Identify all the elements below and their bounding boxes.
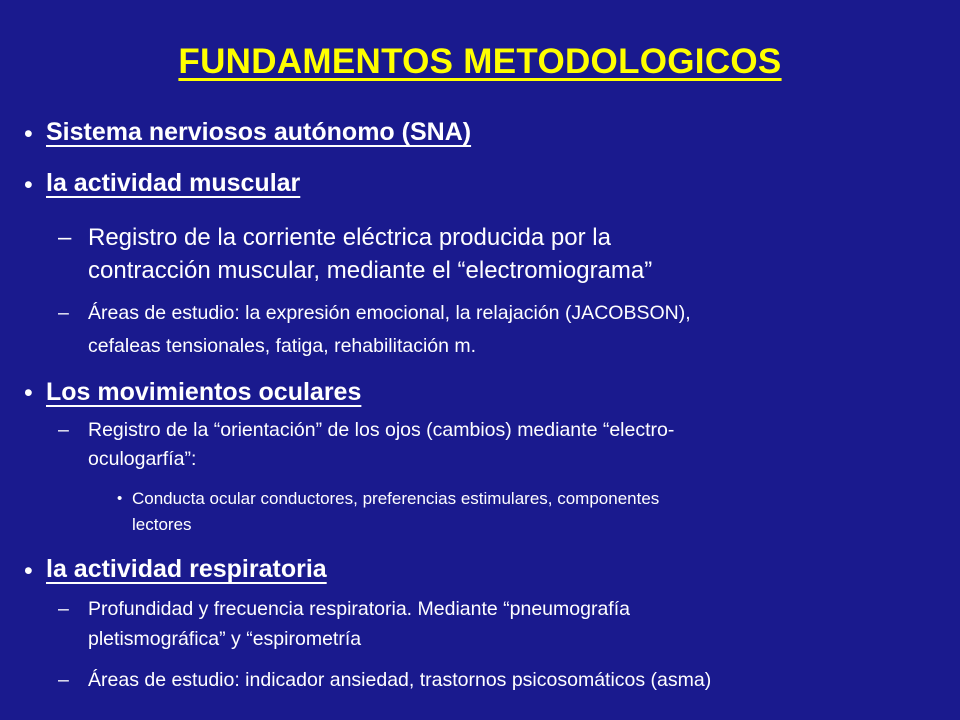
heading-sna: Sistema nerviosos autónomo (SNA) xyxy=(46,118,472,146)
respiratoria-profundidad-line-1: Profundidad y frecuencia respiratoria. Mediante “pneumografía xyxy=(88,598,630,620)
muscular-registro-line-2: contracción muscular, mediante el “electromiograma” xyxy=(88,257,653,284)
dash-marker: – xyxy=(58,302,69,324)
respiratoria-areas-line-1: Áreas de estudio: indicador ansiedad, trastornos psicosomáticos (asma) xyxy=(88,669,712,691)
oculares-registro-line-2: oculogarfía”: xyxy=(88,448,197,470)
muscular-areas-line-2: cefaleas tensionales, fatiga, rehabilitación m. xyxy=(88,335,477,357)
oculares-registro-line-1: Registro de la “orientación” de los ojos (cambios) mediante “electro- xyxy=(88,419,675,441)
dash-marker: – xyxy=(58,598,69,620)
bullet-marker: • xyxy=(24,557,33,585)
muscular-registro-line-1: Registro de la corriente eléctrica producida por la xyxy=(88,224,611,251)
dash-marker: – xyxy=(58,669,69,691)
bullet-marker: • xyxy=(24,379,33,407)
dash-marker: – xyxy=(58,419,69,441)
bullet-marker: • xyxy=(24,171,33,199)
bullet-marker: • xyxy=(24,120,33,148)
bullet-marker: • xyxy=(117,490,123,507)
oculares-conducta-line-1: Conducta ocular conductores, preferencias estimulares, componentes xyxy=(132,489,660,508)
heading-movimientos-oculares: Los movimientos oculares xyxy=(46,378,362,406)
heading-actividad-respiratoria: la actividad respiratoria xyxy=(46,555,327,583)
respiratoria-profundidad-line-2: pletismográfica” y “espirometría xyxy=(88,628,362,650)
slide-title: FUNDAMENTOS METODOLOGICOS xyxy=(178,42,782,81)
oculares-conducta-line-2: lectores xyxy=(132,515,192,534)
heading-actividad-muscular: la actividad muscular xyxy=(46,169,301,197)
dash-marker: – xyxy=(58,224,72,251)
muscular-areas-line-1: Áreas de estudio: la expresión emocional, la relajación (JACOBSON), xyxy=(88,302,691,324)
